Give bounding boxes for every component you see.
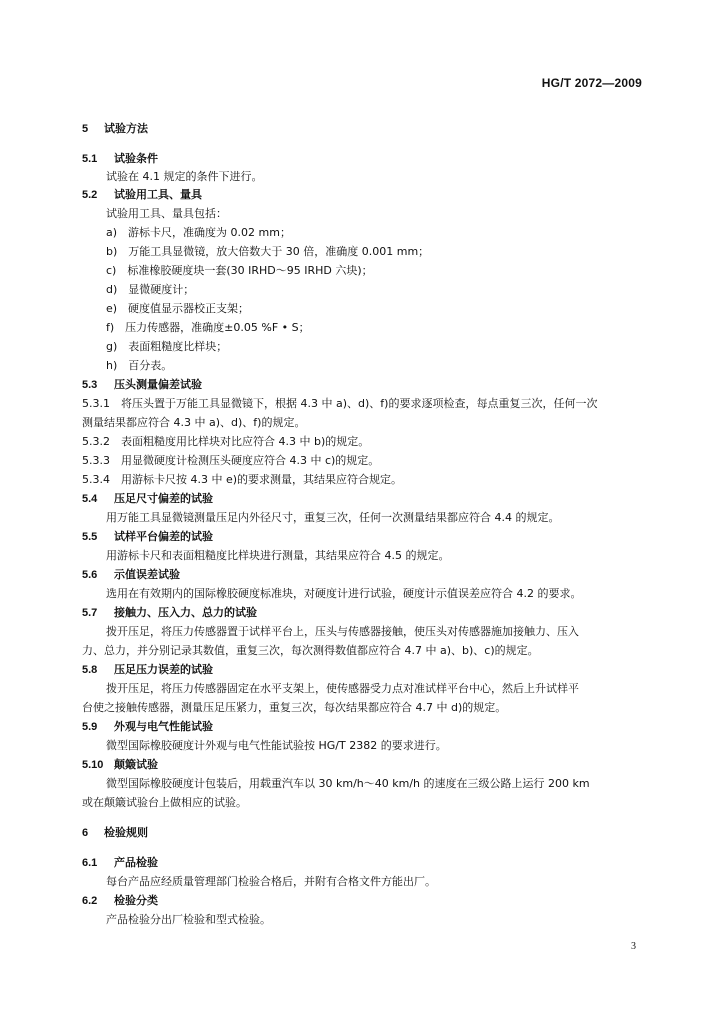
paragraph-line: 5.3.1 将压头置于万能工具显微镜下，根据 4.3 中 a)、d)、f)的要求逐项检查，每点重复三次，任何一次 [82,397,598,410]
list-item: h) 百分表。 [106,359,173,372]
paragraph-line: 测量结果都应符合 4.3 中 a)、d)、f)的规定。 [82,416,306,429]
list-item: b) 万能工具显微镜，放大倍数大于 30 倍，准确度 0.001 mm； [106,245,430,258]
paragraph-line: 微型国际橡胶硬度计包装后，用载重汽车以 30 km/h～40 km/h 的速度在三级公路上运行 200 km [106,777,590,790]
subsection-heading: 5.3 压头测量偏差试验 [82,378,202,391]
subsection-heading: 6.2 检验分类 [82,894,158,907]
paragraph-line: 试验在 4.1 规定的条件下进行。 [106,170,263,183]
standard-code: HG/T 2072—2009 [541,76,642,90]
subsection-heading: 5.4 压足尺寸偏差的试验 [82,492,213,505]
paragraph-line: 用游标卡尺和表面粗糙度比样块进行测量，其结果应符合 4.5 的规定。 [106,549,450,562]
section-heading: 5 试验方法 [82,122,148,135]
paragraph-line: 或在颠簸试验台上做相应的试验。 [82,796,247,809]
paragraph-line: 拨开压足，将压力传感器固定在水平支架上，使传感器受力点对准试样平台中心，然后上升试样平 [106,682,579,695]
subsection-heading: 5.6 示值误差试验 [82,568,180,581]
paragraph-line: 拨开压足，将压力传感器置于试样平台上，压头与传感器接触，使压头对传感器施加接触力、压入 [106,625,579,638]
subsection-heading: 5.5 试样平台偏差的试验 [82,530,213,543]
paragraph-line: 微型国际橡胶硬度计外观与电气性能试验按 HG/T 2382 的要求进行。 [106,739,447,752]
paragraph-line: 选用在有效期内的国际橡胶硬度标准块，对硬度计进行试验，硬度计示值误差应符合 4.2 的要求。 [106,587,582,600]
subsection-heading: 5.8 压足压力误差的试验 [82,663,213,676]
paragraph-line: 5.3.4 用游标卡尺按 4.3 中 e)的要求测量，其结果应符合规定。 [82,473,403,486]
paragraph-line: 产品检验分出厂检验和型式检验。 [106,913,271,926]
paragraph-line: 力、总力，并分别记录其数值，重复三次，每次测得数值都应符合 4.7 中 a)、b)、c)的规定。 [82,644,539,657]
paragraph-line: 5.3.2 表面粗糙度用比样块对比应符合 4.3 中 b)的规定。 [82,435,370,448]
section-heading: 6 检验规则 [82,826,148,839]
paragraph-line: 试验用工具、量具包括： [106,207,227,220]
paragraph-line: 用万能工具显微镜测量压足内外径尺寸，重复三次，任何一次测量结果都应符合 4.4 的规定。 [106,511,560,524]
subsection-heading: 6.1 产品检验 [82,856,158,869]
paragraph-line: 5.3.3 用显微硬度计检测压头硬度应符合 4.3 中 c)的规定。 [82,454,380,467]
subsection-heading: 5.9 外观与电气性能试验 [82,720,213,733]
list-item: d) 显微硬度计； [106,283,195,296]
subsection-heading: 5.10 颠簸试验 [82,758,158,771]
list-item: e) 硬度值显示器校正支架； [106,302,250,315]
subsection-heading: 5.1 试验条件 [82,152,158,165]
list-item: f) 压力传感器，准确度±0.05 %F • S； [106,321,310,334]
paragraph-line: 台使之接触传感器，测量压足压紧力，重复三次，每次结果都应符合 4.7 中 d)的规定。 [82,701,507,714]
subsection-heading: 5.2 试验用工具、量具 [82,188,202,201]
subsection-heading: 5.7 接触力、压入力、总力的试验 [82,606,257,619]
list-item: g) 表面粗糙度比样块； [106,340,228,353]
list-item: a) 游标卡尺，准确度为 0.02 mm； [106,226,291,239]
list-item: c) 标准橡胶硬度块一套(30 IRHD～95 IRHD 六块)； [106,264,373,277]
page-number: 3 [631,941,636,952]
paragraph-line: 每台产品应经质量管理部门检验合格后，并附有合格文件方能出厂。 [106,875,436,888]
